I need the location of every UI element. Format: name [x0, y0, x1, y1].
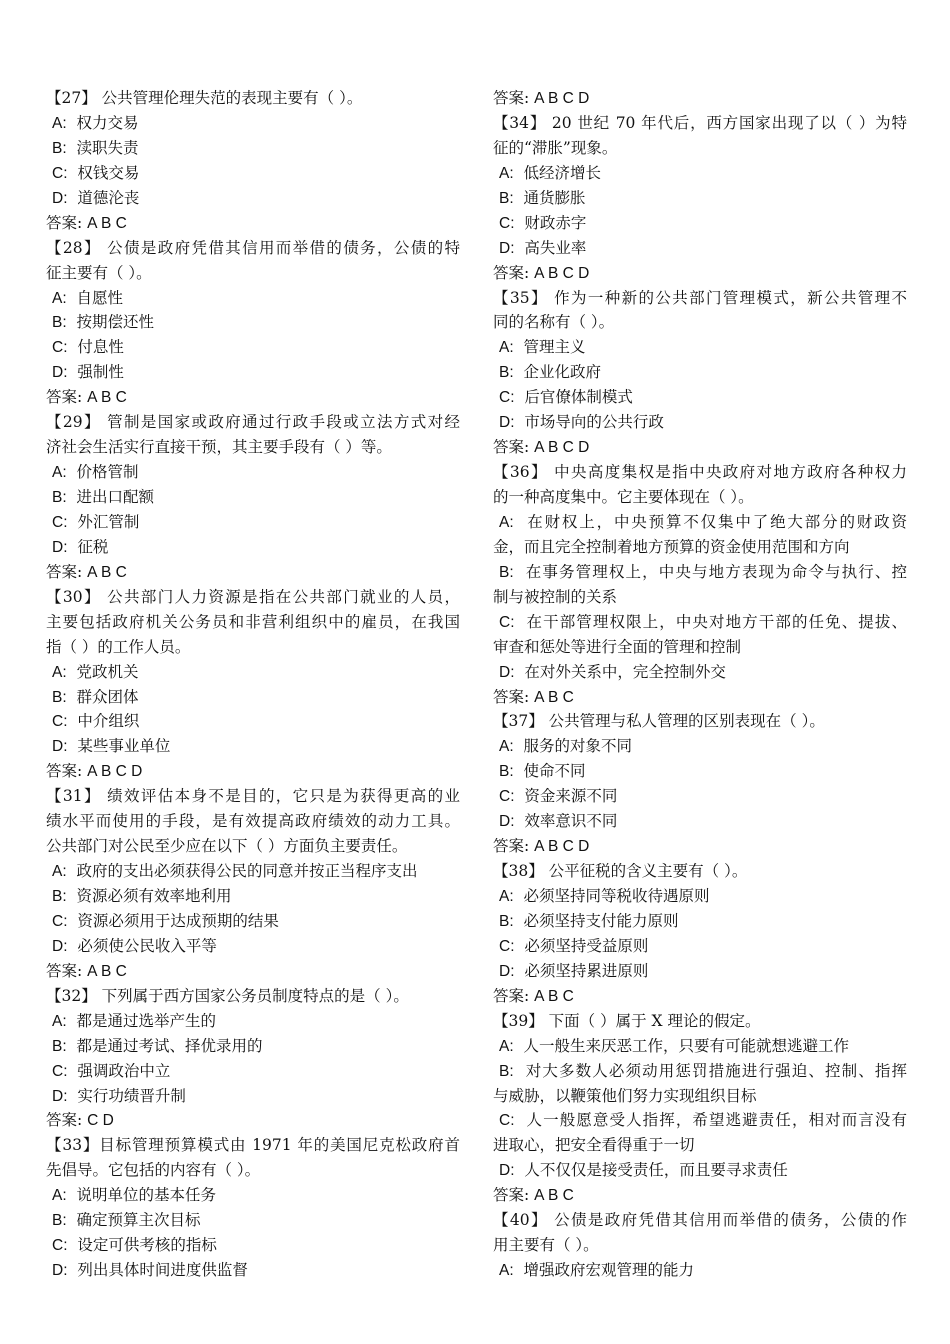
answer-option [493, 759, 907, 784]
answer-key [46, 1108, 460, 1133]
option-key: B: [499, 364, 514, 382]
option-key: D: [52, 1087, 68, 1105]
option-text: 必须坚持累进原则 [524, 961, 649, 980]
answer-key [493, 86, 907, 111]
answer-option [493, 360, 907, 385]
question-stem: 【29】 管制是国家或政府通过行政手段或立法方式对经 [46, 413, 460, 432]
answer-option [46, 1233, 460, 1258]
option-text: 权力交易 [76, 113, 139, 132]
question-stem: 【30】 公共部门人力资源是指在公共部门就业的人员， [46, 587, 460, 606]
option-key: B: [52, 1212, 67, 1230]
option-text: 列出具体时间进度供监督 [77, 1261, 248, 1280]
answer-label: 答案: [493, 263, 530, 282]
option-key: A: [52, 663, 67, 681]
answer-key [46, 759, 460, 784]
option-key: A: [499, 738, 514, 756]
option-text: 实行功绩晋升制 [77, 1086, 186, 1105]
option-key: A: [52, 1187, 67, 1205]
option-text: 市场导向的公共行政 [524, 413, 664, 432]
option-text: 都是通过选举产生的 [76, 1011, 217, 1030]
option-text: 价格管制 [76, 463, 139, 482]
option-key: A: [52, 464, 67, 482]
answer-option [46, 161, 460, 186]
answer-key [493, 685, 907, 710]
option-key: B: [499, 189, 514, 207]
option-key: B: [52, 139, 67, 157]
answer-option [493, 909, 907, 934]
option-key: A: [52, 289, 67, 307]
question-stem: 【34】 20 世纪 70 年代后，西方国家出现了以（ ）为特 [493, 113, 907, 132]
option-key: C: [499, 389, 515, 407]
answer-label: 答案: [46, 961, 83, 980]
option-text-continued: 进取心，把安全看得重于一切 [493, 1136, 695, 1155]
option-key: D: [52, 1262, 68, 1280]
answer-label: 答案: [493, 1186, 530, 1205]
question-stem: 【36】 中央高度集权是指中央政府对地方政府各种权力 [493, 463, 907, 482]
answer-option [46, 709, 460, 734]
left-column [46, 86, 460, 1283]
answer-key [46, 560, 460, 585]
answer-option [493, 610, 907, 635]
answer-value: A B C D [534, 264, 590, 282]
answer-value: A B C [534, 688, 574, 706]
answer-value: A B C [87, 389, 127, 407]
option-text: 付息性 [77, 338, 124, 357]
option-text: 设定可供考核的指标 [77, 1236, 217, 1255]
option-text: 对大多数人必须动用惩罚措施进行强迫、控制、指挥 [525, 1061, 907, 1080]
option-text: 资金来源不同 [524, 787, 618, 806]
option-key: D: [499, 414, 515, 432]
question-stem: 【38】 公平征税的含义主要有（ ）。 [493, 862, 748, 881]
right-column [493, 86, 907, 1283]
option-text: 在事务管理权上，中央与地方表现为命令与执行、控 [525, 562, 907, 581]
question-stem-continued: 先倡导。它包括的内容有（ ）。 [46, 1161, 261, 1180]
option-key: D: [499, 962, 515, 980]
answer-option [46, 1009, 460, 1034]
answer-option [493, 734, 907, 759]
option-text: 必须坚持受益原则 [524, 936, 649, 955]
option-text: 人不仅仅是接受责任，而且要寻求责任 [524, 1161, 788, 1180]
option-key: A: [499, 888, 514, 905]
question-stem: 【37】 公共管理与私人管理的区别表现在（ ）。 [493, 712, 825, 731]
answer-option [493, 934, 907, 959]
answer-label: 答案: [493, 89, 530, 107]
option-key: C: [52, 1237, 68, 1255]
option-key: A: [499, 513, 514, 531]
answer-label: 答案: [493, 837, 530, 856]
option-text: 低经济增长 [523, 163, 602, 182]
answer-value: A B C [534, 987, 574, 1005]
option-text: 在对外关系中，完全控制外交 [524, 662, 726, 681]
answer-value: A B C [534, 1187, 574, 1205]
answer-option [46, 186, 460, 211]
option-key: C: [499, 937, 515, 955]
question-stem-continued: 用主要有（ ）。 [493, 1236, 599, 1255]
answer-label: 答案: [493, 438, 530, 457]
question-stem: 【32】 下列属于西方国家公务员制度特点的是（ ）。 [46, 986, 409, 1005]
answer-value: A B C D [534, 838, 590, 856]
option-text: 使命不同 [523, 762, 586, 781]
option-key: B: [499, 1062, 514, 1080]
option-text: 必须坚持同等税收待遇原则 [523, 887, 710, 905]
answer-option [46, 660, 460, 685]
answer-option [493, 1034, 907, 1059]
answer-label: 答案: [46, 388, 83, 407]
option-text: 后官僚体制模式 [524, 388, 633, 407]
option-text: 中介组织 [77, 712, 140, 731]
answer-option [493, 1059, 907, 1084]
answer-option [46, 136, 460, 161]
question-stem-continued: 征主要有（ ）。 [46, 263, 152, 282]
option-key: B: [499, 563, 514, 581]
question-stem: 【39】 下面（ ）属于 X 理论的假定。 [493, 1011, 761, 1030]
option-key: C: [52, 1062, 68, 1080]
option-key: D: [52, 189, 68, 207]
question-stem: 【27】 公共管理伦理失范的表现主要有（ ）。 [46, 89, 363, 107]
question-stem-continued: 同的名称有（ ）。 [493, 313, 615, 332]
option-key: B: [52, 888, 67, 905]
answer-option [493, 161, 907, 186]
answer-value: A B C [87, 563, 127, 581]
answer-option [46, 510, 460, 535]
option-text: 效率意识不同 [524, 812, 618, 831]
option-text: 都是通过考试、择优录用的 [76, 1036, 263, 1055]
option-text: 财政赤字 [524, 213, 587, 232]
option-key: D: [499, 663, 515, 681]
option-text: 企业化政府 [523, 363, 602, 382]
option-key: D: [52, 538, 68, 556]
option-key: B: [52, 688, 67, 706]
answer-value: C D [87, 1112, 114, 1130]
option-text: 强制性 [77, 363, 124, 382]
option-text: 强调政治中立 [77, 1061, 171, 1080]
option-text: 自愿性 [76, 288, 124, 307]
answer-option [46, 1034, 460, 1059]
question-stem: 【28】 公债是政府凭借其信用而举借的债务，公债的特 [46, 238, 460, 257]
option-key: C: [52, 513, 68, 531]
option-text: 征税 [77, 537, 109, 556]
answer-option [493, 510, 907, 535]
option-key: A: [499, 164, 514, 182]
question-stem-continued: 主要包括政府机关公务员和非营利组织中的雇员，在我国 [46, 612, 460, 631]
option-key: C: [52, 164, 68, 182]
option-text-continued: 与威胁，以鞭策他们努力实现组织目标 [493, 1086, 757, 1105]
answer-option [46, 485, 460, 510]
answer-value: A B C [87, 214, 127, 232]
option-key: A: [52, 1012, 67, 1030]
question-stem: 【33】目标管理预算模式由 1971 年的美国尼克松政府首 [46, 1136, 460, 1155]
answer-option [46, 685, 460, 710]
option-key: C: [52, 339, 68, 357]
question-stem-continued: 征的“滞胀”现象。 [493, 138, 618, 157]
answer-option [46, 1059, 460, 1084]
option-text-continued: 制与被控制的关系 [493, 587, 618, 606]
answer-key [493, 1183, 907, 1208]
answer-option [493, 236, 907, 261]
option-key: C: [499, 1112, 515, 1130]
answer-key [493, 984, 907, 1009]
answer-option [493, 385, 907, 410]
answer-key [46, 385, 460, 410]
option-text: 进出口配额 [76, 488, 155, 506]
option-key: C: [52, 713, 68, 731]
answer-key [493, 834, 907, 859]
option-key: D: [52, 738, 68, 756]
question-stem-continued: 公共部门对公民至少应在以下（ ）方面负主要责任。 [46, 837, 408, 856]
answer-key [493, 435, 907, 460]
option-key: D: [52, 937, 68, 955]
option-text: 管理主义 [523, 338, 586, 357]
answer-key [46, 959, 460, 984]
option-text: 增强政府宏观管理的能力 [523, 1261, 695, 1280]
option-text: 必须使公民收入平等 [77, 936, 217, 955]
answer-option [46, 310, 460, 335]
answer-label: 答案: [493, 986, 530, 1005]
option-text: 确定预算主次目标 [76, 1211, 201, 1230]
option-key: A: [499, 1262, 514, 1280]
option-key: D: [52, 364, 68, 382]
option-key: D: [499, 1162, 515, 1180]
question-stem: 【35】 作为一种新的公共部门管理模式，新公共管理不 [493, 288, 907, 307]
answer-option [493, 186, 907, 211]
option-text: 群众团体 [76, 687, 139, 706]
option-text: 必须坚持支付能力原则 [523, 911, 679, 930]
option-text: 人一般生来厌恶工作，只要有可能就想逃避工作 [523, 1036, 850, 1055]
option-text: 道德沦丧 [77, 188, 140, 207]
option-text: 高失业率 [524, 238, 587, 257]
option-text: 按期偿还性 [76, 313, 155, 332]
answer-option [493, 335, 907, 360]
option-text: 外汇管制 [77, 512, 140, 531]
question-stem-continued: 济社会生活实行直接干预，其主要手段有（ ）等。 [46, 438, 392, 457]
option-text: 人一般愿意受人指挥，希望逃避责任，相对而言没有 [526, 1111, 907, 1130]
question-stem-continued: 的一种高度集中。它主要体现在（ ）。 [493, 488, 754, 506]
option-key: C: [499, 214, 515, 232]
option-key: D: [499, 239, 515, 257]
option-text: 通货膨胀 [523, 188, 586, 207]
option-key: B: [52, 1037, 67, 1055]
answer-option [46, 734, 460, 759]
option-key: B: [52, 314, 67, 332]
answer-key [493, 261, 907, 286]
answer-value: A B C D [534, 439, 590, 457]
answer-option [493, 959, 907, 984]
option-text-continued: 审查和惩处等进行全面的管理和控制 [493, 637, 742, 656]
answer-value: A B C D [534, 90, 590, 107]
answer-label: 答案: [46, 562, 83, 581]
answer-value: A B C D [87, 763, 143, 781]
answer-option [46, 1208, 460, 1233]
option-key: B: [499, 763, 514, 781]
option-text: 党政机关 [76, 662, 139, 681]
option-key: A: [52, 114, 67, 132]
answer-option [46, 286, 460, 311]
answer-option [493, 809, 907, 834]
answer-option [46, 934, 460, 959]
option-text: 政府的支出必须获得公民的同意并按正当程序支出 [76, 862, 418, 881]
answer-option [493, 660, 907, 685]
answer-key [46, 211, 460, 236]
answer-option [46, 884, 460, 909]
answer-option [46, 335, 460, 360]
answer-option [493, 884, 907, 909]
option-text: 权钱交易 [77, 163, 140, 182]
answer-option [493, 560, 907, 585]
option-text: 在财权上，中央预算不仅集中了绝大部分的财政资 [527, 512, 907, 531]
option-key: D: [499, 813, 515, 831]
option-text: 服务的对象不同 [523, 737, 633, 756]
answer-option [46, 360, 460, 385]
answer-option [46, 111, 460, 136]
option-key: B: [52, 489, 67, 506]
option-key: A: [52, 863, 67, 881]
answer-option [46, 535, 460, 560]
answer-label: 答案: [46, 762, 83, 781]
answer-option [493, 1258, 907, 1283]
option-text: 某些事业单位 [77, 737, 171, 756]
option-key: C: [499, 788, 515, 806]
option-key: A: [499, 1037, 514, 1055]
answer-option [46, 1084, 460, 1109]
option-key: C: [52, 912, 68, 930]
answer-option [493, 784, 907, 809]
answer-label: 答案: [46, 213, 83, 232]
answer-option [493, 1158, 907, 1183]
answer-label: 答案: [493, 687, 530, 706]
answer-value: A B C [87, 962, 127, 980]
answer-option [46, 460, 460, 485]
option-text: 资源必须有效率地利用 [76, 887, 232, 905]
option-text: 资源必须用于达成预期的结果 [77, 911, 279, 930]
answer-option [46, 859, 460, 884]
question-stem-continued: 绩水平而使用的手段，是有效提高政府绩效的动力工具。 [46, 812, 460, 831]
option-key: C: [499, 613, 515, 631]
option-key: A: [499, 339, 514, 357]
option-text: 在干部管理权限上，中央对地方干部的任免、提拔、 [526, 612, 907, 631]
answer-option [46, 1183, 460, 1208]
option-text: 说明单位的基本任务 [76, 1186, 217, 1205]
answer-option [46, 909, 460, 934]
answer-option [493, 211, 907, 236]
option-key: B: [499, 912, 514, 930]
answer-option [46, 1258, 460, 1283]
answer-label: 答案: [46, 1111, 83, 1130]
answer-option [493, 1108, 907, 1133]
answer-option [493, 410, 907, 435]
question-stem: 【31】 绩效评估本身不是目的，它只是为获得更高的业 [46, 787, 460, 806]
question-stem-continued: 指（ ）的工作人员。 [46, 637, 191, 656]
option-text: 渎职失责 [76, 138, 139, 157]
question-stem: 【40】 公债是政府凭借其信用而举借的债务，公债的作 [493, 1211, 907, 1230]
option-text-continued: 金，而且完全控制着地方预算的资金使用范围和方向 [493, 537, 850, 556]
